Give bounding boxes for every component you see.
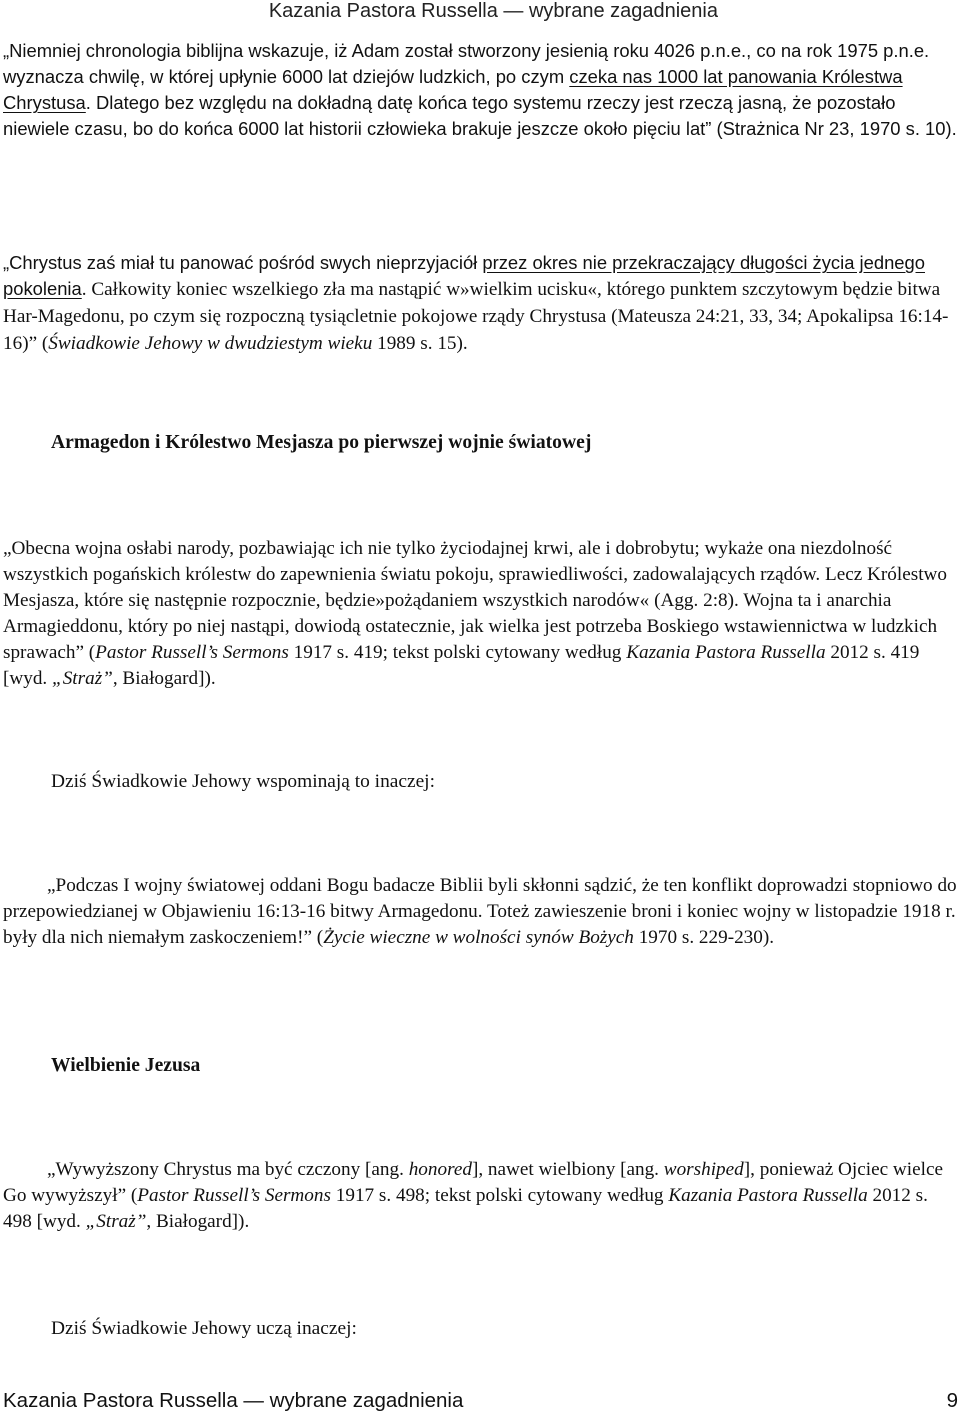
footer-title: Kazania Pastora Russella — wybrane zagadnienia	[3, 1389, 464, 1412]
p2-book-title: Świadkowie Jehowy w dwudziestym wieku	[48, 333, 373, 354]
q2-text-a: „Podczas I wojny światowej oddani Bogu badacze Biblii byli skłonni sądzić, że ten konflikt doprowadzi stopniowo do przepowiedzianej w Objawieniu 16:13-16 bitwy Armagedonu. Toteż zawieszenie broni i koniec wojny w listopadzie 1918 r. były dla nich niemałym zaskoczeniem!” (	[3, 875, 957, 948]
q2-book-title: Życie wieczne w wolności synów Bożych	[323, 927, 634, 948]
q3-term-worshiped: worshiped	[663, 1159, 744, 1180]
page-number: 9	[946, 1389, 958, 1412]
q3-book-title-pl: Kazania Pastora Russella	[668, 1185, 868, 1206]
q1-text-a: „Obecna wojna osłabi narody, pozbawiając ich nie tylko życiodajnej krwi, ale i dobrobytu; wykaże ona niezdolność wszystkich pogańskich królestw do zapewnienia światu pokoju, sprawiedliwości, zadowalających rządów. Lecz Królestwo Mesjasza, które się następnie rozpocznie, będzie»pożądaniem wszystkich narodów« (Agg. 2:8). Wojna ta i anarchia Armagieddonu, który po niej nastąpi, dowiodą ostatecznie, jak wielka jest potrzeba Boskiego wstawiennictwa w ludzkich sprawach” (	[3, 538, 947, 663]
quote-paragraph-eternal-life	[3, 873, 958, 951]
running-header: Kazania Pastora Russella — wybrane zagadnienia	[268, 0, 718, 22]
quote-paragraph-sermons-419	[3, 536, 958, 692]
p2-text-c: 1989 s. 15).	[372, 333, 468, 354]
q3-text-f: , Białogard]).	[146, 1211, 250, 1232]
q3-text-e: 2012 s. 498 [wyd.	[3, 1185, 928, 1232]
underlined-phrase: przez okres nie przekraczający długości życia jednego pokolenia	[3, 252, 925, 299]
q3-text-b: ], nawet wielbiony [ang.	[471, 1159, 664, 1180]
q3-term-honored: honored	[408, 1159, 472, 1180]
q1-publisher: „Straż”	[52, 668, 113, 689]
q2-text-b: 1970 s. 229-230).	[633, 927, 775, 948]
q3-text-a: „Wywyższony Chrystus ma być czczony [ang.	[47, 1159, 409, 1180]
section-heading-worship-jesus: Wielbienie Jezusa	[51, 1055, 201, 1076]
q1-book-title-pl: Kazania Pastora Russella	[626, 642, 826, 663]
q1-text-d: , Białogard]).	[112, 668, 216, 689]
q3-text-c: ], ponieważ Ojciec wielce Go wywyższył” (	[3, 1159, 943, 1206]
q3-publisher: „Straż”	[85, 1211, 147, 1232]
quote-paragraph-sermons-498	[3, 1157, 958, 1235]
intro-text-remember: Dziś Świadkowie Jehowy wspominają to inaczej:	[51, 771, 435, 792]
p1-text-a: „Niemniej chronologia biblijna wskazuje, iż Adam został stworzony jesienią roku 4026 p.n.e., co na rok 1975 p.n.e. wyznacza chwilę, w której upłynie 6000 lat dziejów ludzkich, po czym	[3, 40, 930, 87]
section-heading-armageddon: Armagedon i Królestwo Mesjasza po pierwszej wojnie światowej	[51, 432, 592, 453]
p2-text-a: „Chrystus zaś miał tu panować pośród swych nieprzyjaciół	[3, 252, 483, 273]
q3-text-d: 1917 s. 498; tekst polski cytowany według	[330, 1185, 669, 1206]
p2-text-b: . Całkowity koniec wszelkiego zła ma nastąpić w»wielkim ucisku«, którego punktem szczytowym będzie bitwa Har-Magedonu, po czym się rozpoczną tysiącletnie pokojowe rządy Chrystusa (Mateusza 24:21, 33, 34; Apokalipsa 16:14-16)” (	[3, 279, 949, 354]
q1-book-title-en: Pastor Russell’s Sermons	[95, 642, 289, 663]
q1-text-c: 2012 s. 419 [wyd.	[3, 642, 920, 689]
quote-paragraph-jw-20th-century	[3, 250, 958, 357]
underlined-phrase: czeka nas 1000 lat panowania Królestwa Chrystusa	[3, 66, 903, 113]
p1-text-b: . Dlatego bez względu na dokładną datę końca tego systemu rzeczy jest rzeczą jasną, że pozostało niewiele czasu, bo do końca 6000 lat historii człowieka brakuje jeszcze około pięciu lat” (Strażnica Nr 23, 1970 s. 10).	[3, 92, 957, 139]
quote-paragraph-watchtower-1970	[3, 38, 958, 142]
page-footer	[3, 1389, 958, 1413]
q1-text-b: 1917 s. 419; tekst polski cytowany według	[288, 642, 627, 663]
intro-text-teach: Dziś Świadkowie Jehowy uczą inaczej:	[51, 1318, 357, 1339]
q3-book-title-en: Pastor Russell’s Sermons	[137, 1185, 331, 1206]
